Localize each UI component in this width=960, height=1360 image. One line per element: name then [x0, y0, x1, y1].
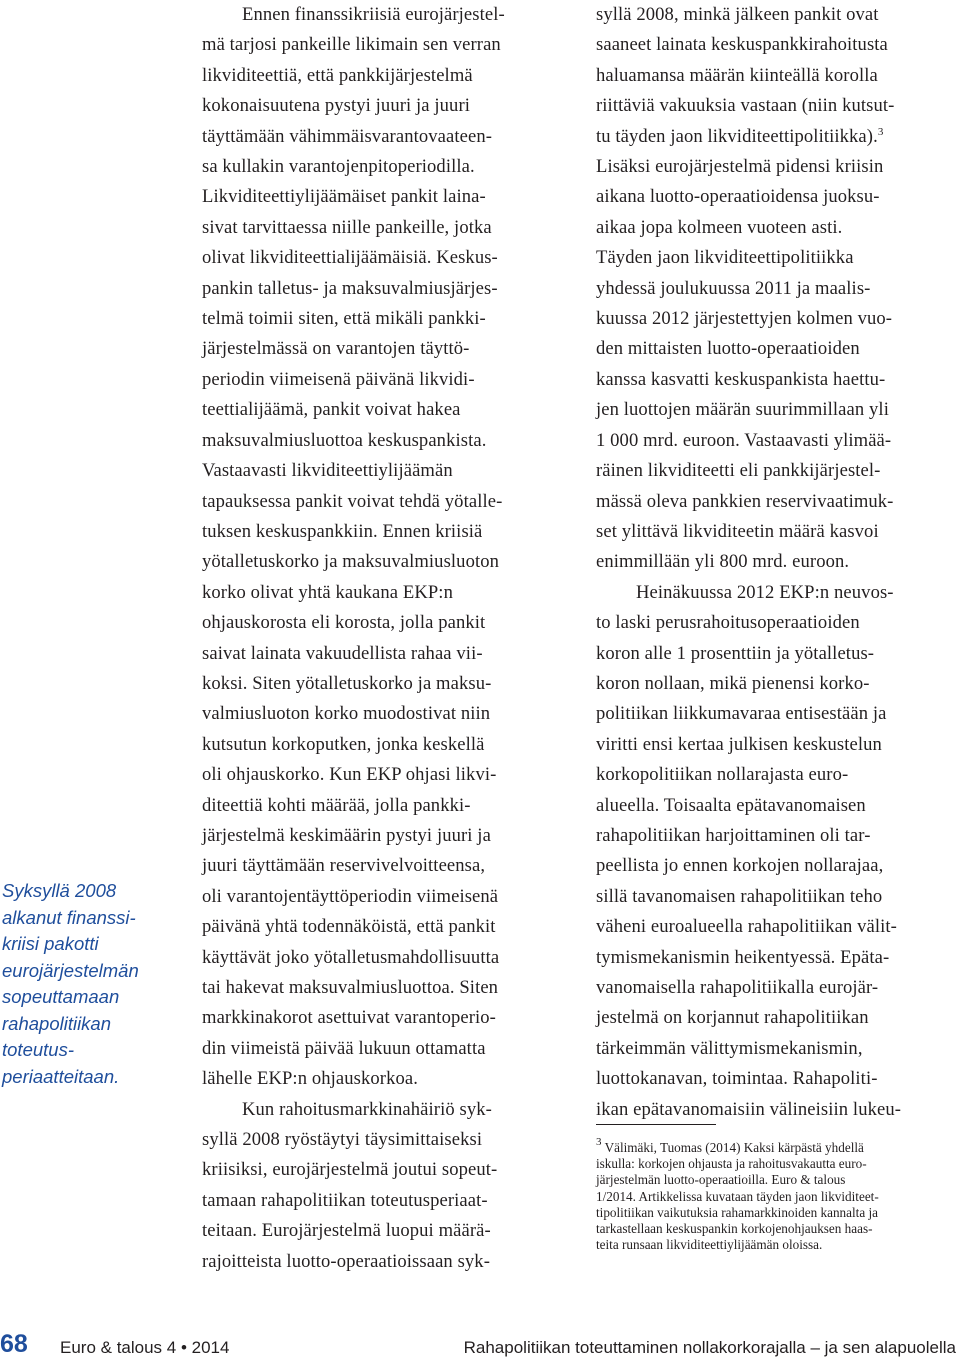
text-line: haluamansa määrän kiinteällä korolla	[596, 64, 878, 86]
text-line: ikan epätavanomaisiin välineisiin lukeu-	[596, 1098, 902, 1120]
text-line: tapauksessa pankit voivat tehdä yötalle-	[202, 490, 503, 512]
text-line: den mittaisten luotto-operaatioiden	[596, 338, 860, 360]
text-line: pankin talletus- ja maksuvalmiusjärjes-	[202, 277, 498, 299]
text-line: diteettiä kohti määrää, jolla pankki-	[202, 794, 471, 816]
text-line: räinen likviditeetti eli pankkijärjestel-	[596, 460, 881, 482]
text-line: kokonaisuutena pystyi juuri ja juuri	[202, 95, 471, 117]
text-line: 1 000 mrd. euroon. Vastaavasti ylimää-	[596, 429, 892, 451]
text-line: aikaa jopa kolmeen vuoteen asti.	[596, 216, 843, 238]
text-line: sa kullakin varantojenpitoperiodilla.	[202, 156, 475, 178]
pull-quote-line: sopeuttamaan	[2, 986, 120, 1007]
text-line: syllä 2008, minkä jälkeen pankit ovat	[596, 4, 879, 25]
text-line: mä tarjosi pankeille likimain sen verran	[202, 34, 501, 56]
text-line: likviditeettiä, että pankkijärjestelmä	[202, 64, 473, 86]
text-line: to laski perusrahoitusoperaatioiden	[596, 612, 860, 634]
text-line: syllä 2008 ryöstäytyi täysimittaiseksi	[202, 1129, 483, 1151]
text-line: Lisäksi eurojärjestelmä pidensi kriisin	[596, 156, 884, 178]
page-number: 68	[0, 1330, 28, 1358]
text-line: luottokanavan, toimintaa. Rahapoliti-	[596, 1068, 878, 1090]
footnote-divider	[596, 1124, 716, 1125]
page-footer	[0, 1328, 960, 1360]
text-line: enimmillään yli 800 mrd. euroon.	[596, 551, 850, 573]
text-line: tu täyden jaon likviditeettipolitiikka).	[596, 125, 878, 147]
text-line: koksi. Siten yötalletuskorko ja maksu-	[202, 672, 492, 694]
text-line: jestelmä on korjannut rahapolitiikan	[596, 1007, 869, 1029]
footnote-marker: 3	[596, 1136, 602, 1148]
text-line: tymismekanismin heikentyessä. Epäta-	[596, 946, 890, 968]
text-line: Heinäkuussa 2012 EKP:n neuvos-	[636, 581, 894, 603]
text-line: Likviditeettiylijäämäiset pankit laina-	[202, 186, 486, 208]
margin-pull-quote	[2, 878, 162, 1090]
footnote-line	[596, 1136, 956, 1156]
text-line: riittäviä vakuuksia vastaan (niin kutsut-	[596, 95, 895, 117]
text-line: valmiusluoton korko muodostivat niin	[202, 703, 491, 725]
pull-quote-line: rahapolitiikan	[2, 1012, 112, 1034]
text-line: set ylittävä likviditeetin määrä kasvoi	[596, 520, 879, 542]
text-line: din viimeistä päivää lukuun ottamatta	[202, 1037, 486, 1059]
text-line: markkinakorot asettuivat varantoperio-	[202, 1007, 496, 1029]
text-line: järjestelmässä on varantojen täyttö-	[202, 338, 470, 360]
text-line: Kun rahoitusmarkkinahäiriö syk-	[242, 1098, 492, 1120]
text-line: vanomaisella rahapolitiikalla eurojär-	[596, 977, 879, 998]
text-line: teitaan. Eurojärjestelmä luopui määrä-	[202, 1220, 491, 1242]
text-line: alueella. Toisaalta epätavanomaisen	[596, 794, 866, 816]
text-line: ohjauskorosta eli korosta, jolla pankit	[202, 612, 486, 634]
text-line: yötalletuskorko ja maksuvalmiusluoton	[202, 551, 500, 573]
text-line: tärkeimmän välittymismekanismin,	[596, 1037, 863, 1059]
text-line: kuussa 2012 järjestettyjen kolmen vuo-	[596, 308, 893, 330]
text-line: täyttämään vähimmäisvarantovaateen-	[202, 125, 493, 147]
text-line: mässä oleva pankkien reservivaatimuk-	[596, 490, 894, 512]
text-line: sillä tavanomaisen rahapolitiikan teho	[596, 885, 883, 907]
text-line: saaneet lainata keskuspankkirahoitusta	[596, 34, 888, 56]
footnote-line: järjestelmän luotto-operaatioilla. Euro & talous	[596, 1172, 846, 1188]
text-line: korko olivat yhtä kaukana EKP:n	[202, 581, 453, 603]
text-line: yhdessä joulukuussa 2011 ja maalis-	[596, 277, 871, 299]
footnote-line: tarkastellaan keskuspankin korkojenohjauksen haas-	[596, 1221, 873, 1237]
footnote-reference: 3	[877, 125, 884, 138]
text-line: kutsutun korkoputken, jonka keskellä	[202, 733, 485, 755]
footnote-text: Välimäki, Tuomas (2014) Kaksi kärpästä yhdellä	[604, 1140, 864, 1155]
running-title: Rahapolitiikan toteuttaminen nollakorkorajalla – ja sen alapuolella	[463, 1338, 956, 1357]
text-line: teettialijäämä, pankit voivat hakea	[202, 399, 461, 421]
text-line: lähelle EKP:n ohjauskorkoa.	[202, 1068, 418, 1090]
body-column-left	[202, 0, 554, 1277]
text-line: telmä toimii siten, että mikäli pankki-	[202, 308, 486, 330]
pull-quote-line: kriisi pakotti	[2, 933, 99, 954]
text-line: tamaan rahapolitiikan toteutusperiaat-	[202, 1189, 488, 1211]
text-line: Vastaavasti likviditeettiylijäämän	[202, 460, 453, 482]
text-line: kanssa kasvatti keskuspankista haettu-	[596, 368, 886, 390]
footnote	[596, 1136, 956, 1253]
text-line: koron alle 1 prosenttiin ja yötalletus-	[596, 642, 875, 664]
text-line: väheni euroalueella rahapolitiikan välit-	[596, 916, 897, 938]
text-line: korkopolitiikan nollarajasta euro-	[596, 764, 849, 786]
text-line: juuri täyttämään reservivelvoitteensa,	[202, 855, 486, 877]
text-line: oli ohjauskorko. Kun EKP ohjasi likvi-	[202, 764, 497, 786]
pull-quote-line: alkanut finanssi-	[2, 906, 136, 928]
body-column-right	[596, 0, 952, 1125]
text-line: aikana luotto-operaatioidensa juoksu-	[596, 186, 880, 208]
footnote-line: 1/2014. Artikkelissa kuvataan täyden jaon likviditeet-	[596, 1188, 879, 1204]
pull-quote-line: Syksyllä 2008	[2, 880, 117, 901]
text-line: peellista jo ennen korkojen nollarajaa,	[596, 855, 884, 877]
text-line: saivat lainata vakuudellista rahaa vii-	[202, 642, 483, 664]
text-line: Täyden jaon likviditeettipolitiikka	[596, 247, 854, 269]
text-line: koron nollaan, mikä pienensi korko-	[596, 672, 870, 694]
text-line: tai hakevat maksuvalmiusluottoa. Siten	[202, 977, 499, 998]
text-line: rahapolitiikan harjoittaminen oli tar-	[596, 824, 871, 846]
magazine-issue: Euro & talous 4 • 2014	[60, 1338, 230, 1357]
text-line: jen luottojen määrän suurimmillaan yli	[596, 399, 889, 421]
footnote-line: teita runsaan likviditeettiylijäämän oloissa.	[596, 1237, 823, 1253]
pull-quote-line: periaatteitaan.	[2, 1065, 120, 1087]
text-line: rajoitteista luotto-operaatioissaan syk-	[202, 1250, 490, 1272]
text-line: maksuvalmiusluottoa keskuspankista.	[202, 429, 487, 451]
text-line: olivat likviditeettialijäämäisiä. Keskus-	[202, 247, 498, 269]
text-line: käyttävät joko yötalletusmahdollisuutta	[202, 946, 500, 968]
text-line: Ennen finanssikriisiä eurojärjestel-	[242, 4, 505, 25]
text-line: tuksen keskuspankkiin. Ennen kriisiä	[202, 520, 483, 542]
pull-quote-line: toteutus-	[2, 1039, 74, 1060]
text-line: sivat tarvittaessa niille pankeille, jotka	[202, 216, 492, 238]
text-line: politiikan liikkumavaraa entisestään ja	[596, 703, 887, 725]
pull-quote-line: eurojärjestelmän	[2, 959, 139, 981]
text-line: järjestelmä keskimäärin pystyi juuri ja	[202, 824, 491, 846]
footnote-line: tipolitiikan vaikutuksia rahamarkkinoiden kannalta ja	[596, 1204, 878, 1220]
text-line: oli varantojentäyttöperiodin viimeisenä	[202, 885, 499, 907]
text-line: viritti ensi kertaa julkisen keskustelun	[596, 733, 882, 755]
text-line-with-footnote	[596, 122, 952, 152]
text-line: päivänä yhtä todennäköistä, että pankit	[202, 916, 496, 938]
text-line: kriisiksi, eurojärjestelmä joutui sopeut-	[202, 1159, 498, 1181]
text-line: periodin viimeisenä päivänä likvidi-	[202, 368, 475, 390]
footnote-line: iskulla: korkojen ohjausta ja rahoitusvakautta euro-	[596, 1156, 867, 1172]
